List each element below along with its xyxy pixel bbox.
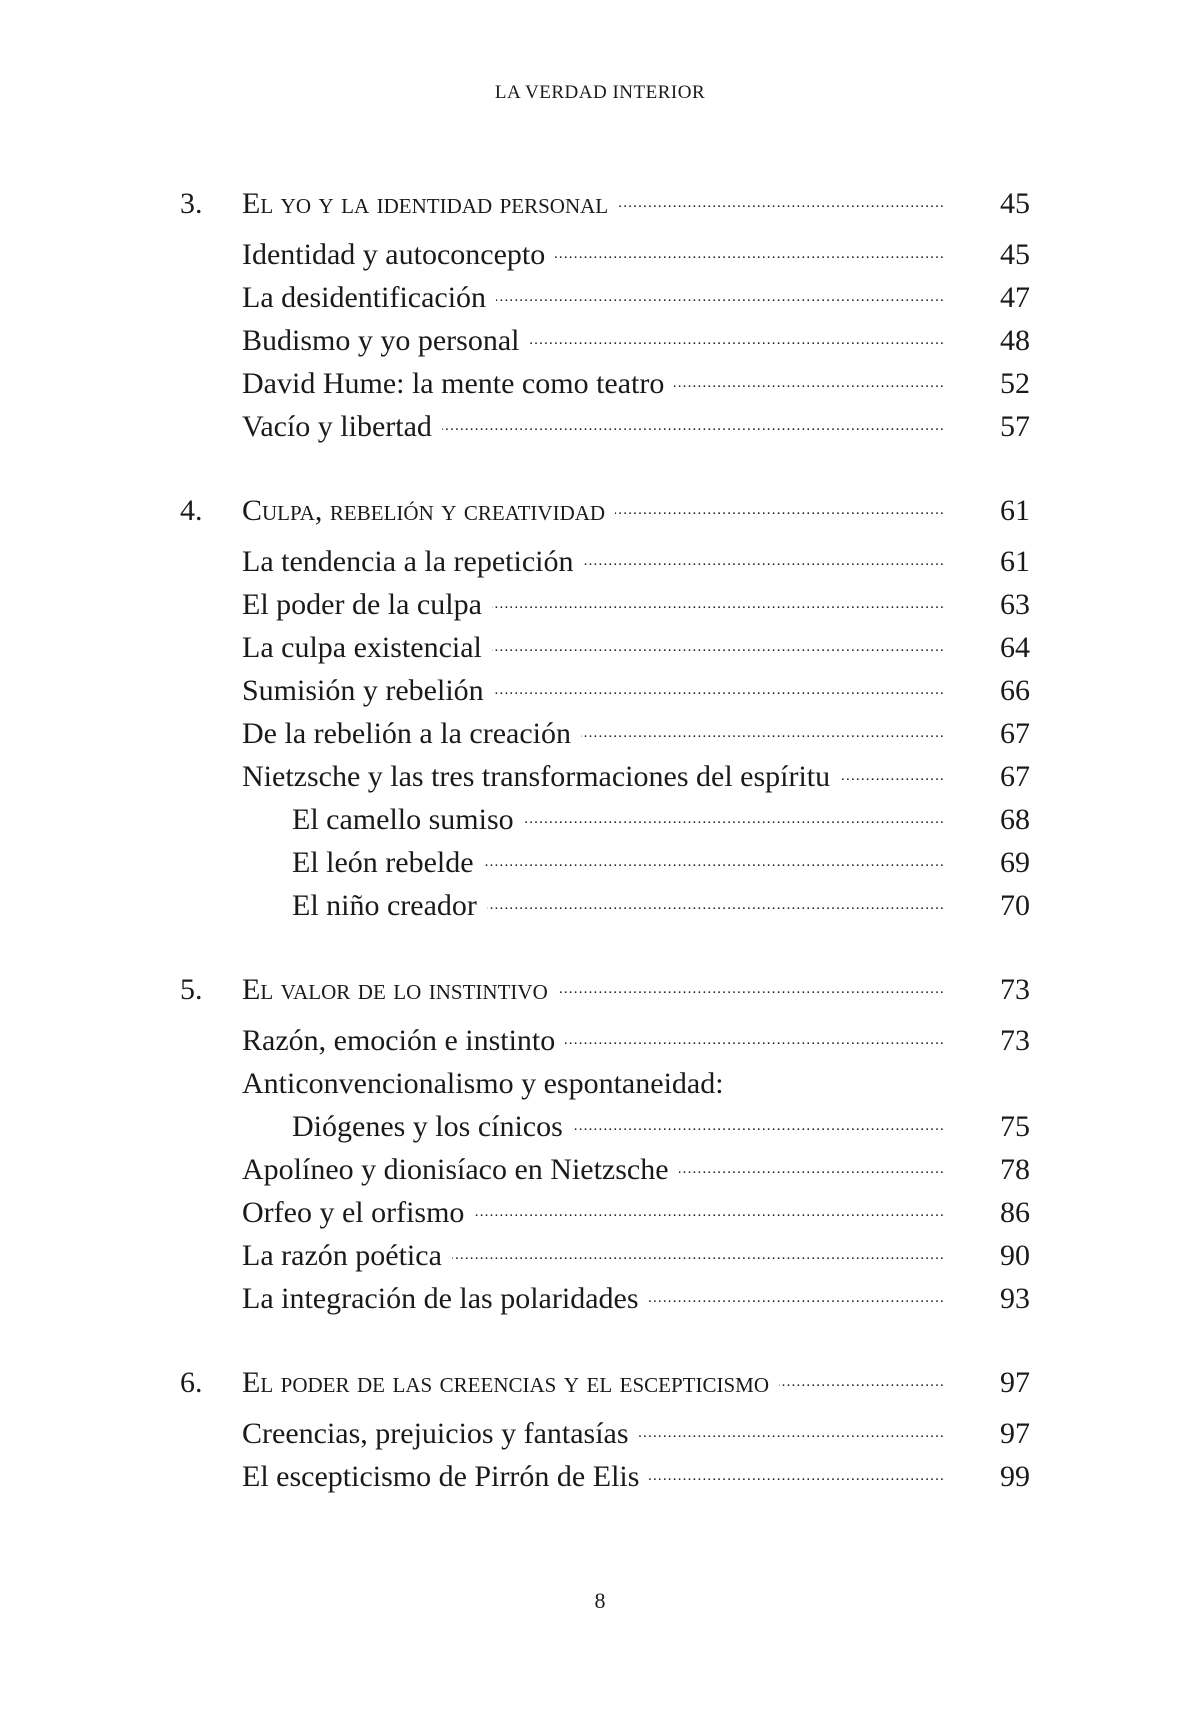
entry-title: La tendencia a la repetición bbox=[242, 545, 574, 578]
toc-entry[interactable] bbox=[180, 362, 1030, 405]
dot-leader bbox=[779, 1361, 945, 1404]
entry-text bbox=[242, 1234, 945, 1277]
dot-leader bbox=[487, 884, 945, 927]
entry-title: Apolíneo y dionisíaco en Nietzsche bbox=[242, 1153, 669, 1186]
entry-text bbox=[242, 1148, 945, 1191]
entry-title: Orfeo y el orfismo bbox=[242, 1196, 465, 1229]
toc-chapter[interactable] bbox=[180, 182, 1030, 225]
page-ref: 48 bbox=[1000, 324, 1030, 357]
chapter-number: 5. bbox=[180, 973, 203, 1006]
chapter-number: 3. bbox=[180, 187, 203, 220]
entry-text bbox=[242, 405, 945, 448]
toc-entry[interactable] bbox=[180, 319, 1030, 362]
dot-leader bbox=[639, 1412, 945, 1455]
entry-text bbox=[242, 712, 945, 755]
toc-chapter[interactable] bbox=[180, 968, 1030, 1011]
dot-leader bbox=[649, 1455, 945, 1498]
chapter-number: 4. bbox=[180, 494, 203, 527]
entry-text bbox=[242, 968, 945, 1011]
entry-text bbox=[242, 1412, 945, 1455]
entry-text bbox=[242, 1191, 945, 1234]
dot-leader bbox=[494, 669, 945, 712]
dot-leader bbox=[492, 583, 945, 626]
dot-leader bbox=[558, 968, 945, 1011]
page-ref: 73 bbox=[1000, 973, 1030, 1006]
page-ref: 61 bbox=[1000, 545, 1030, 578]
dot-leader bbox=[573, 1105, 945, 1148]
toc-entry[interactable] bbox=[180, 1277, 1030, 1320]
page-ref: 90 bbox=[1000, 1239, 1030, 1272]
entry-title: El escepticismo de Pirrón de Elis bbox=[242, 1460, 640, 1493]
page-ref: 52 bbox=[1000, 367, 1030, 400]
toc-entry[interactable] bbox=[180, 1105, 1030, 1148]
dot-leader bbox=[581, 712, 945, 755]
entry-text bbox=[242, 1277, 945, 1320]
page-ref: 75 bbox=[1000, 1110, 1030, 1143]
dot-leader bbox=[442, 405, 945, 448]
dot-leader bbox=[492, 626, 945, 669]
dot-leader bbox=[524, 798, 945, 841]
chapter-number: 6. bbox=[180, 1366, 203, 1399]
entry-text bbox=[242, 1455, 945, 1498]
dot-leader bbox=[452, 1234, 945, 1277]
dot-leader bbox=[674, 362, 945, 405]
entry-title: La razón poética bbox=[242, 1239, 442, 1272]
page-ref: 86 bbox=[1000, 1196, 1030, 1229]
entry-title: La desidentificación bbox=[242, 281, 487, 314]
entry-title: Razón, emoción e instinto bbox=[242, 1024, 556, 1057]
entry-title: El niño creador bbox=[292, 889, 477, 922]
toc-entry[interactable] bbox=[180, 540, 1030, 583]
toc-entry[interactable] bbox=[180, 1455, 1030, 1498]
page-number: 8 bbox=[594, 1588, 606, 1613]
dot-leader bbox=[565, 1019, 945, 1062]
entry-text bbox=[242, 583, 945, 626]
entry-text bbox=[292, 884, 945, 927]
entry-title: Culpa, rebelión y creatividad bbox=[242, 494, 606, 527]
toc-entry[interactable] bbox=[180, 755, 1030, 798]
entry-title: El camello sumiso bbox=[292, 803, 514, 836]
dot-leader bbox=[840, 755, 945, 798]
page-ref: 70 bbox=[1000, 889, 1030, 922]
toc-chapter[interactable] bbox=[180, 1361, 1030, 1404]
table-of-contents bbox=[180, 182, 1030, 1498]
entry-text bbox=[242, 1062, 945, 1105]
page-ref: 64 bbox=[1000, 631, 1030, 664]
dot-leader bbox=[618, 182, 945, 225]
entry-title: El poder de las creencias y el escepticismo bbox=[242, 1366, 770, 1399]
page-ref: 99 bbox=[1000, 1460, 1030, 1493]
entry-title: De la rebelión a la creación bbox=[242, 717, 571, 750]
dot-leader bbox=[496, 276, 945, 319]
page-ref: 69 bbox=[1000, 846, 1030, 879]
dot-leader bbox=[615, 489, 945, 532]
dot-leader bbox=[583, 540, 945, 583]
entry-title: Sumisión y rebelión bbox=[242, 674, 484, 707]
page-ref: 45 bbox=[1000, 187, 1030, 220]
entry-text bbox=[292, 798, 945, 841]
entry-title: Identidad y autoconcepto bbox=[242, 238, 546, 271]
toc-entry[interactable] bbox=[180, 276, 1030, 319]
entry-title: El yo y la identidad personal bbox=[242, 187, 609, 220]
entry-text bbox=[242, 669, 945, 712]
dot-leader bbox=[530, 319, 946, 362]
entry-title: El valor de lo instintivo bbox=[242, 973, 548, 1006]
page-ref: 93 bbox=[1000, 1282, 1030, 1315]
entry-text bbox=[242, 1361, 945, 1404]
toc-entry[interactable] bbox=[180, 712, 1030, 755]
entry-text bbox=[242, 182, 945, 225]
entry-text bbox=[292, 1105, 945, 1148]
running-head: LA VERDAD INTERIOR bbox=[494, 82, 706, 103]
entry-title: David Hume: la mente como teatro bbox=[242, 367, 665, 400]
entry-title: Anticonvencionalismo y espontaneidad: bbox=[242, 1067, 724, 1100]
page-ref: 47 bbox=[1000, 281, 1030, 314]
dot-leader bbox=[679, 1148, 945, 1191]
page-ref: 45 bbox=[1000, 238, 1030, 271]
toc-entry[interactable] bbox=[180, 669, 1030, 712]
entry-text bbox=[242, 489, 945, 532]
entry-title: El poder de la culpa bbox=[242, 588, 482, 621]
toc-entry[interactable] bbox=[180, 1412, 1030, 1455]
page-ref: 57 bbox=[1000, 410, 1030, 443]
entry-text bbox=[242, 755, 945, 798]
toc-entry[interactable] bbox=[180, 626, 1030, 669]
toc-entry[interactable] bbox=[180, 1148, 1030, 1191]
dot-leader bbox=[474, 1191, 945, 1234]
page-ref: 73 bbox=[1000, 1024, 1030, 1057]
page-ref: 66 bbox=[1000, 674, 1030, 707]
toc-entry[interactable] bbox=[180, 884, 1030, 927]
page-ref: 68 bbox=[1000, 803, 1030, 836]
page-ref: 97 bbox=[1000, 1366, 1030, 1399]
entry-title: Vacío y libertad bbox=[242, 410, 432, 443]
entry-title: El león rebelde bbox=[292, 846, 474, 879]
entry-title: Creencias, prejuicios y fantasías bbox=[242, 1417, 629, 1450]
toc-entry[interactable] bbox=[180, 841, 1030, 884]
toc-entry[interactable] bbox=[180, 1234, 1030, 1277]
entry-text bbox=[242, 276, 945, 319]
dot-leader bbox=[649, 1277, 945, 1320]
entry-title: La integración de las polaridades bbox=[242, 1282, 639, 1315]
entry-text bbox=[242, 1019, 945, 1062]
entry-text bbox=[242, 540, 945, 583]
entry-title: Budismo y yo personal bbox=[242, 324, 520, 357]
toc-entry[interactable] bbox=[180, 583, 1030, 626]
entry-title: La culpa existencial bbox=[242, 631, 482, 664]
toc-entry[interactable] bbox=[180, 405, 1030, 448]
dot-leader bbox=[555, 233, 945, 276]
page-ref: 61 bbox=[1000, 494, 1030, 527]
page-ref: 67 bbox=[1000, 760, 1030, 793]
entry-text bbox=[242, 362, 945, 405]
entry-text bbox=[242, 233, 945, 276]
page-ref: 97 bbox=[1000, 1417, 1030, 1450]
dot-leader bbox=[484, 841, 945, 884]
entry-title: Diógenes y los cínicos bbox=[292, 1110, 563, 1143]
toc-entry[interactable] bbox=[180, 798, 1030, 841]
toc-entry[interactable] bbox=[180, 233, 1030, 276]
toc-chapter[interactable] bbox=[180, 489, 1030, 532]
page-ref: 63 bbox=[1000, 588, 1030, 621]
toc-entry[interactable] bbox=[180, 1019, 1030, 1062]
toc-entry[interactable] bbox=[180, 1191, 1030, 1234]
entry-text bbox=[292, 841, 945, 884]
entry-text bbox=[242, 626, 945, 669]
toc-entry[interactable] bbox=[180, 1062, 1030, 1105]
page-ref: 78 bbox=[1000, 1153, 1030, 1186]
entry-text bbox=[242, 319, 945, 362]
entry-title: Nietzsche y las tres transformaciones del espíritu bbox=[242, 760, 831, 793]
page-ref: 67 bbox=[1000, 717, 1030, 750]
